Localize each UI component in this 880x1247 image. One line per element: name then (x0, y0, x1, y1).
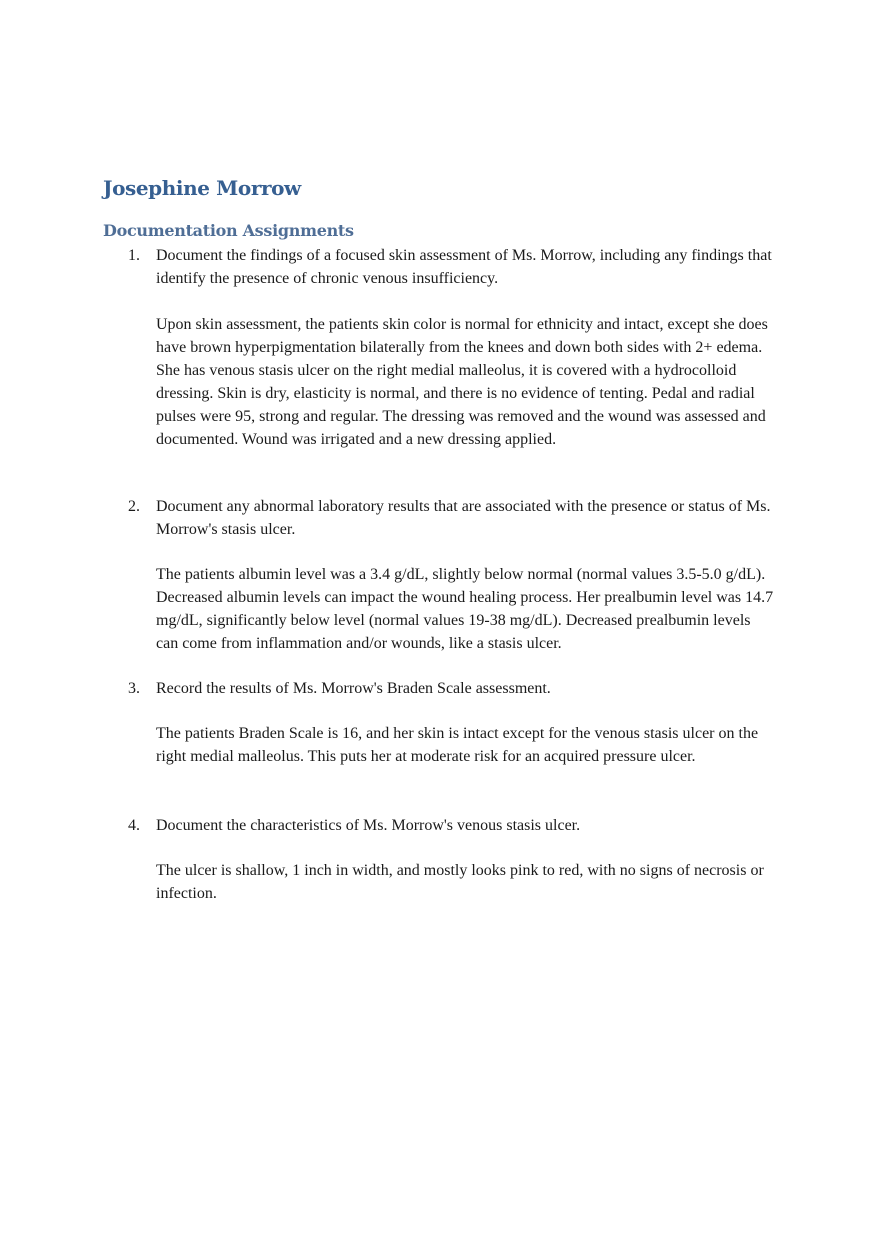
item-number: 2. (128, 498, 140, 515)
item-prompt: Record the results of Ms. Morrow's Braden Scale assessment. (156, 680, 551, 697)
section-heading: Documentation Assignments (103, 221, 354, 240)
item-prompt: Document the characteristics of Ms. Morrow's venous stasis ulcer. (156, 817, 581, 834)
item-prompt: Document any abnormal laboratory results that are associated with the presence or status of Ms. Morrow's stasis ulcer. (156, 498, 771, 538)
item-number: 4. (128, 817, 140, 834)
item-prompt: Document the findings of a focused skin assessment of Ms. Morrow, including any findings that identify the presence of chronic venous insufficiency. (156, 247, 772, 287)
item-answer: Upon skin assessment, the patients skin color is normal for ethnicity and intact, except she does have brown hyperpigmentation bilaterally from the knees and down both sides with 2+ edema. She has venous stasis ulcer on the right medial malleolus, it is covered with a hydrocolloid dressing. Skin is dry, elasticity is normal, and there is no evidence of tenting. Pedal and radial pulses were 95, strong and regular. The dressing was removed and the wound was assessed and documented. Wound was irrigated and a new dressing applied. (156, 316, 768, 448)
item-number: 1. (128, 247, 140, 264)
document-title: Josephine Morrow (103, 176, 301, 200)
item-answer: The patients Braden Scale is 16, and her skin is intact except for the venous stasis ulcer on the right medial malleolus. This puts her at moderate risk for an acquired pressure ulcer. (156, 725, 759, 765)
item-number: 3. (128, 680, 140, 697)
item-answer: The patients albumin level was a 3.4 g/dL, slightly below normal (normal values 3.5-5.0 g/dL). Decreased albumin levels can impact the wound healing process. Her prealbumin level was 14.7 mg/dL, significantly below level (normal values 19-38 mg/dL). Decreased prealbumin levels can come from inflammation and/or wounds, like a stasis ulcer. (156, 566, 774, 652)
item-answer: The ulcer is shallow, 1 inch in width, and mostly looks pink to red, with no signs of necrosis or infection. (156, 862, 764, 902)
